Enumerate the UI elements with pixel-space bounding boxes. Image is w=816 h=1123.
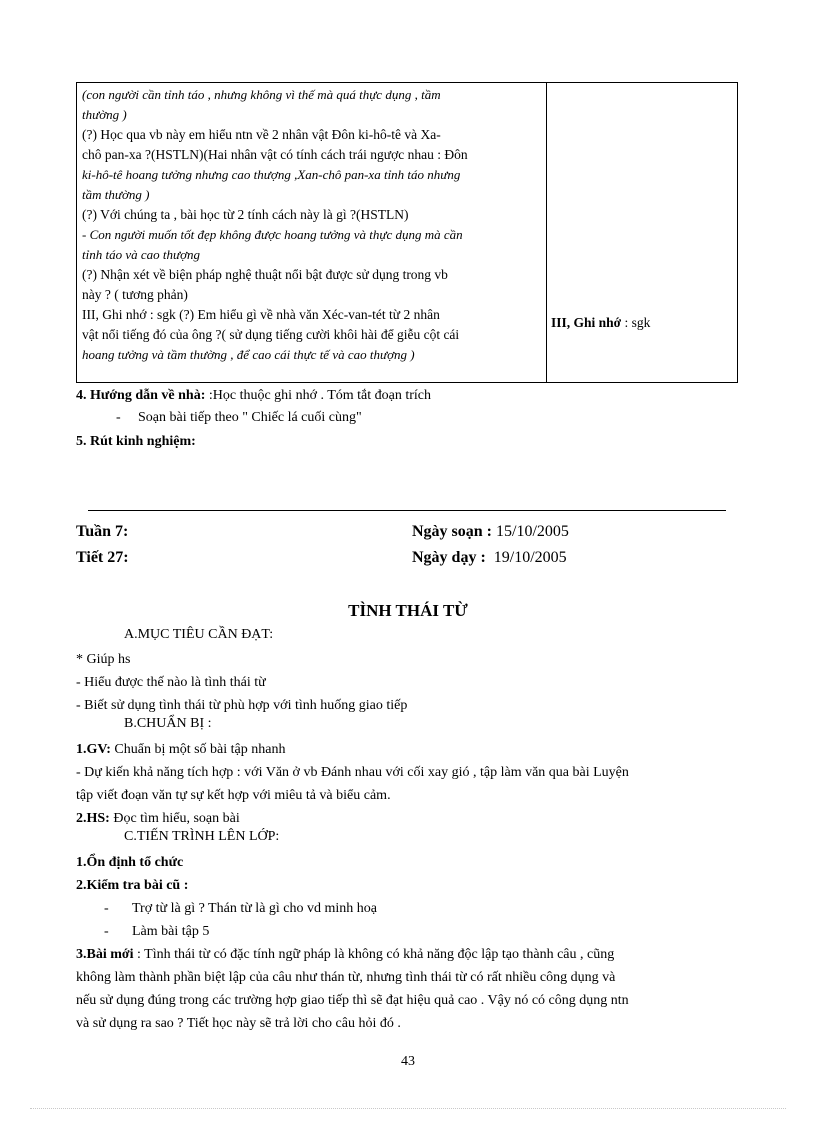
hs-label: 2.HS: xyxy=(76,811,110,826)
table-right-cell xyxy=(551,315,731,331)
check-step: 2.Kiểm tra bài cũ : xyxy=(76,878,189,893)
prep-section xyxy=(76,738,740,830)
prep-date-label: Ngày soạn : xyxy=(412,523,493,540)
prep-heading: B.CHUẨN BỊ : xyxy=(124,716,212,731)
homework-guidance xyxy=(76,388,431,404)
new-lesson-line: nếu sử dụng đúng trong các trường hợp giao tiếp thì sẽ đạt hiệu quả cao . Vậy nó có công dụng ntn xyxy=(76,993,629,1008)
objectives-list xyxy=(76,648,740,717)
table-line: ki-hô-tê hoang tưởng nhưng cao thượng ,Xan-chô pan-xa tỉnh táo nhưng xyxy=(82,167,461,182)
lesson-table xyxy=(76,82,738,383)
page-footer-dots xyxy=(30,1108,786,1109)
process-section xyxy=(76,851,740,1035)
process-heading: C.TIẾN TRÌNH LÊN LỚP: xyxy=(124,829,280,844)
table-line: (?) Với chúng ta , bài học từ 2 tính cách này là gì ?(HSTLN) xyxy=(82,207,409,222)
gv-text: Chuẩn bị một số bài tập nhanh xyxy=(110,742,286,757)
memo-label: III, Ghi nhớ xyxy=(551,315,622,330)
memo-value: : sgk xyxy=(621,315,651,330)
table-line: chô pan-xa ?(HSTLN)(Hai nhân vật có tính cách trái ngược nhau : Đôn xyxy=(82,147,468,162)
gv-line: - Dự kiến khả năng tích hợp : với Văn ở vb Đánh nhau với cối xay gió , tập làm văn qua bài Luyện xyxy=(76,765,629,780)
guidance-heading: 4. Hướng dẫn về nhà: xyxy=(76,388,206,403)
check-item: - Làm bài tập 5 xyxy=(104,924,210,939)
guidance-item: - Soạn bài tiếp theo " Chiếc lá cuối cùng" xyxy=(116,410,362,425)
teach-date-value: 19/10/2005 xyxy=(493,549,567,566)
table-line: vật nổi tiếng đó của ông ?( sử dụng tiếng cười khôi hài để giễu cột cái xyxy=(82,327,460,342)
objective-line: - Hiểu được thế nào là tình thái từ xyxy=(76,675,266,690)
period-label: Tiết 27: xyxy=(76,549,129,566)
hs-text: Đọc tìm hiểu, soạn bài xyxy=(109,811,240,826)
table-line: (?) Học qua vb này em hiểu ntn về 2 nhân vật Đôn ki-hô-tê và Xa- xyxy=(82,127,441,142)
new-lesson-line: không làm thành phần biệt lập của câu như thán từ, nhưng tình thái từ có rất nhiều công dụng và xyxy=(76,970,616,985)
objective-line: - Biết sử dụng tình thái từ phù hợp với tình huống giao tiếp xyxy=(76,698,408,713)
prep-date-value: 15/10/2005 xyxy=(496,523,569,540)
table-line: này ? ( tương phản) xyxy=(82,287,188,302)
table-line: tỉnh táo và cao thượng xyxy=(82,247,201,262)
objective-line: * Giúp hs xyxy=(76,652,131,667)
table-line: hoang tưởng và tầm thường , để cao cái thực tế và cao thượng ) xyxy=(82,347,415,362)
table-line: III, Ghi nhớ : sgk (?) Em hiểu gì về nhà văn Xéc-van-tét từ 2 nhân xyxy=(82,307,440,322)
new-lesson-line: : Tình thái từ có đặc tính ngữ pháp là không có khả năng độc lập tạo thành câu , cũng xyxy=(133,947,615,962)
gv-line: tập viết đoạn văn tự sự kết hợp với miêu tả và biểu cảm. xyxy=(76,788,391,803)
page-number: 43 xyxy=(401,1054,415,1069)
gv-label: 1.GV: xyxy=(76,742,111,757)
prep-date-row xyxy=(412,523,569,541)
guidance-text: :Học thuộc ghi nhớ . Tóm tắt đoạn trích xyxy=(205,388,432,403)
guidance-item-text: Soạn bài tiếp theo " Chiếc lá cuối cùng" xyxy=(138,410,362,425)
table-line: - Con người muốn tốt đẹp không được hoang tưởng và thực dụng mà cần xyxy=(82,227,463,242)
lesson-title: TÌNH THÁI TỪ xyxy=(348,601,468,620)
check-item-text: Trợ từ là gì ? Thán từ là gì cho vd minh hoạ xyxy=(132,901,377,916)
table-line: thường ) xyxy=(82,107,127,122)
check-item-text: Làm bài tập 5 xyxy=(132,924,210,939)
experience-heading: 5. Rút kinh nghiệm: xyxy=(76,434,196,449)
teach-date-row xyxy=(412,549,567,567)
new-lesson-line: và sử dụng ra sao ? Tiết học này sẽ trả lời cho câu hỏi đó . xyxy=(76,1016,401,1031)
week-label: Tuần 7: xyxy=(76,523,129,540)
objectives-heading: A.MỤC TIÊU CẦN ĐẠT: xyxy=(124,627,274,642)
section-separator xyxy=(88,510,726,511)
table-line: tầm thường ) xyxy=(82,187,150,202)
check-item: - Trợ từ là gì ? Thán từ là gì cho vd minh hoạ xyxy=(104,901,377,916)
table-line: (con người cần tỉnh táo , nhưng không vì thế mà quá thực dụng , tầm xyxy=(82,87,441,102)
table-line: (?) Nhận xét về biện pháp nghệ thuật nổi bật được sử dụng trong vb xyxy=(82,267,448,282)
new-lesson-label: 3.Bài mới xyxy=(76,947,134,962)
org-step: 1.Ổn định tổ chức xyxy=(76,855,184,870)
table-left-cell xyxy=(82,85,542,365)
teach-date-label: Ngày dạy : xyxy=(412,549,486,566)
table-column-divider xyxy=(546,83,547,382)
